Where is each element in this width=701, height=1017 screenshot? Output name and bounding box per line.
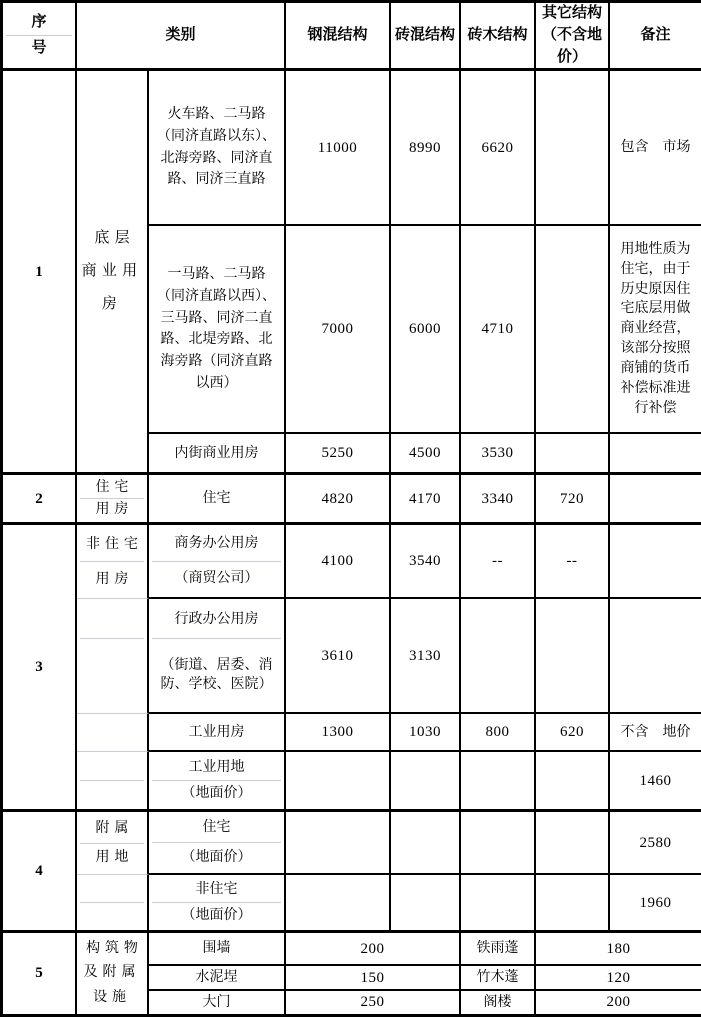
g3a-label bbox=[149, 525, 286, 599]
g2-label: 住宅 bbox=[149, 475, 286, 525]
g5-row2-value-left: 150 bbox=[286, 966, 461, 991]
g4b-brick-wood bbox=[461, 875, 536, 933]
g3-category-split bbox=[80, 527, 144, 597]
g4a-label bbox=[149, 812, 286, 875]
g2-other: 720 bbox=[536, 475, 610, 525]
serial-header-line2: 号 bbox=[31, 40, 47, 57]
g2-serial: 2 bbox=[3, 475, 77, 525]
g3c-steel: 1300 bbox=[286, 714, 391, 752]
g4a-steel bbox=[286, 812, 391, 875]
g3a-label-line1: 商务办公用房 bbox=[152, 526, 281, 562]
g3b-brick-wood bbox=[461, 599, 536, 714]
header-brick-wood: 砖木结构 bbox=[461, 3, 536, 71]
g3d-label-line2: （地面价） bbox=[181, 786, 252, 802]
g3d-label bbox=[149, 752, 286, 812]
g3d-category-empty-split bbox=[80, 754, 144, 807]
g3a-other: -- bbox=[536, 525, 610, 599]
g4a-other bbox=[536, 812, 610, 875]
g4b-label-line1: 非住宅 bbox=[152, 877, 281, 903]
g3b-steel: 3610 bbox=[286, 599, 391, 714]
g4a-label-split bbox=[152, 813, 281, 872]
g4b-other bbox=[536, 875, 610, 933]
g5-row2-item-left: 水泥埕 bbox=[149, 966, 286, 991]
g3d-label-line1: 工业用地 bbox=[152, 754, 281, 781]
g3c-label: 工业用房 bbox=[149, 714, 286, 752]
g4-serial: 4 bbox=[3, 812, 77, 933]
g4b-label-split bbox=[152, 877, 281, 928]
g2-remark bbox=[610, 475, 701, 525]
g3b-category-empty bbox=[77, 599, 149, 714]
g5-row2-value-right: 120 bbox=[536, 966, 701, 991]
g2-category-split bbox=[80, 476, 144, 521]
g2-category-line2: 用房 bbox=[95, 502, 134, 518]
g4b-category-empty bbox=[77, 875, 149, 933]
g3d-category-empty bbox=[77, 752, 149, 812]
header-other-structure: 其它结构（不含地价） bbox=[536, 3, 610, 71]
g3c-brick-wood: 800 bbox=[461, 714, 536, 752]
g4-category bbox=[77, 812, 149, 875]
g1b-label: 一马路、二马路（同济直路以西）、三马路、同济二直路、北堤旁路、北海旁路（同济直路以西） bbox=[149, 226, 286, 434]
g3c-remark: 不含 地价 bbox=[610, 714, 701, 752]
g5-row3-item-left: 大门 bbox=[149, 991, 286, 1017]
g4a-remark: 2580 bbox=[610, 812, 701, 875]
g1b-remark: 用地性质为住宅，由于历史原因住宅底层用做商业经营，该部分按照商铺的货币补偿标准进行补偿 bbox=[610, 226, 701, 434]
g1b-other bbox=[536, 226, 610, 434]
g4b-steel bbox=[286, 875, 391, 933]
g5-row3-value-left: 250 bbox=[286, 991, 461, 1017]
g3a-label-split bbox=[152, 526, 281, 596]
g3d-brick-wood bbox=[461, 752, 536, 812]
g3b-label-split bbox=[152, 600, 281, 711]
serial-header-split bbox=[6, 10, 72, 62]
g4b-remark: 1960 bbox=[610, 875, 701, 933]
g3a-label-line2: （商贸公司） bbox=[174, 571, 259, 587]
g5-serial: 5 bbox=[3, 933, 77, 1017]
header-steel-concrete: 钢混结构 bbox=[286, 3, 391, 71]
g3a-remark bbox=[610, 525, 701, 599]
g1b-brick-wood: 4710 bbox=[461, 226, 536, 434]
g2-brick-concrete: 4170 bbox=[391, 475, 461, 525]
g3c-brick-concrete: 1030 bbox=[391, 714, 461, 752]
g3b-remark bbox=[610, 599, 701, 714]
g4-category-line2: 用地 bbox=[95, 850, 134, 866]
g1a-steel: 11000 bbox=[286, 71, 391, 226]
g2-brick-wood: 3340 bbox=[461, 475, 536, 525]
g2-category-line1: 住宅 bbox=[80, 476, 144, 499]
g5-row1-item-right: 铁雨蓬 bbox=[461, 933, 536, 966]
g1a-brick-wood: 6620 bbox=[461, 71, 536, 226]
g4-category-line1: 附属 bbox=[80, 814, 144, 844]
g4a-label-line2: （地面价） bbox=[181, 849, 252, 865]
g4b-label bbox=[149, 875, 286, 933]
g1c-other bbox=[536, 434, 610, 475]
g4a-brick-wood bbox=[461, 812, 536, 875]
g3-category-line2: 用房 bbox=[95, 571, 134, 587]
g3d-other bbox=[536, 752, 610, 812]
g3b-label-line1: 行政办公用房 bbox=[152, 600, 281, 639]
g3-serial: 3 bbox=[3, 525, 77, 812]
g3d-remark: 1460 bbox=[610, 752, 701, 812]
g3d-brick-concrete bbox=[391, 752, 461, 812]
g4b-label-line2: （地面价） bbox=[181, 907, 252, 923]
g4b-category-empty-split bbox=[80, 877, 144, 928]
g3b-brick-concrete: 3130 bbox=[391, 599, 461, 714]
g3-category bbox=[77, 525, 149, 599]
g1c-steel: 5250 bbox=[286, 434, 391, 475]
g1c-label: 内街商业用房 bbox=[149, 434, 286, 475]
g2-category bbox=[77, 475, 149, 525]
g3c-category-empty bbox=[77, 714, 149, 752]
header-serial bbox=[3, 3, 77, 71]
g4-category-split bbox=[80, 814, 144, 873]
g5-row1-value-right: 180 bbox=[536, 933, 701, 966]
g1b-brick-concrete: 6000 bbox=[391, 226, 461, 434]
serial-header-line1: 序 bbox=[6, 10, 72, 37]
header-category: 类别 bbox=[77, 3, 286, 71]
g1c-brick-concrete: 4500 bbox=[391, 434, 461, 475]
g5-category: 构筑物及附属设施 bbox=[77, 933, 149, 1017]
g2-steel: 4820 bbox=[286, 475, 391, 525]
g3b-other bbox=[536, 599, 610, 714]
g1c-remark bbox=[610, 434, 701, 475]
header-remark: 备注 bbox=[610, 3, 701, 71]
g3b-label bbox=[149, 599, 286, 714]
g1c-brick-wood: 3530 bbox=[461, 434, 536, 475]
g5-row2-item-right: 竹木蓬 bbox=[461, 966, 536, 991]
g3d-steel bbox=[286, 752, 391, 812]
g5-row1-value-left: 200 bbox=[286, 933, 461, 966]
g1a-brick-concrete: 8990 bbox=[391, 71, 461, 226]
g1b-steel: 7000 bbox=[286, 226, 391, 434]
g5-row3-value-right: 200 bbox=[536, 991, 701, 1017]
header-brick-concrete: 砖混结构 bbox=[391, 3, 461, 71]
g5-row1-item-left: 围墙 bbox=[149, 933, 286, 966]
g1-serial: 1 bbox=[3, 71, 77, 475]
g4a-brick-concrete bbox=[391, 812, 461, 875]
g3b-category-empty-split bbox=[80, 601, 144, 712]
g3a-brick-concrete: 3540 bbox=[391, 525, 461, 599]
g1a-remark: 包含 市场 bbox=[610, 71, 701, 226]
g3a-brick-wood: -- bbox=[461, 525, 536, 599]
g1-category: 底层商业用房 bbox=[77, 71, 149, 475]
g4a-label-line1: 住宅 bbox=[152, 813, 281, 843]
g1a-label: 火车路、二马路（同济直路以东）、北海旁路、同济直路、同济三直路 bbox=[149, 71, 286, 226]
g1a-other bbox=[536, 71, 610, 226]
g3a-steel: 4100 bbox=[286, 525, 391, 599]
g4b-brick-concrete bbox=[391, 875, 461, 933]
g3c-other: 620 bbox=[536, 714, 610, 752]
g3-category-line1: 非住宅 bbox=[80, 527, 144, 563]
g5-row3-item-right: 阁楼 bbox=[461, 991, 536, 1017]
g3d-label-split bbox=[152, 754, 281, 807]
g3b-label-line2: （街道、居委、消防、学校、医院） bbox=[160, 657, 273, 693]
